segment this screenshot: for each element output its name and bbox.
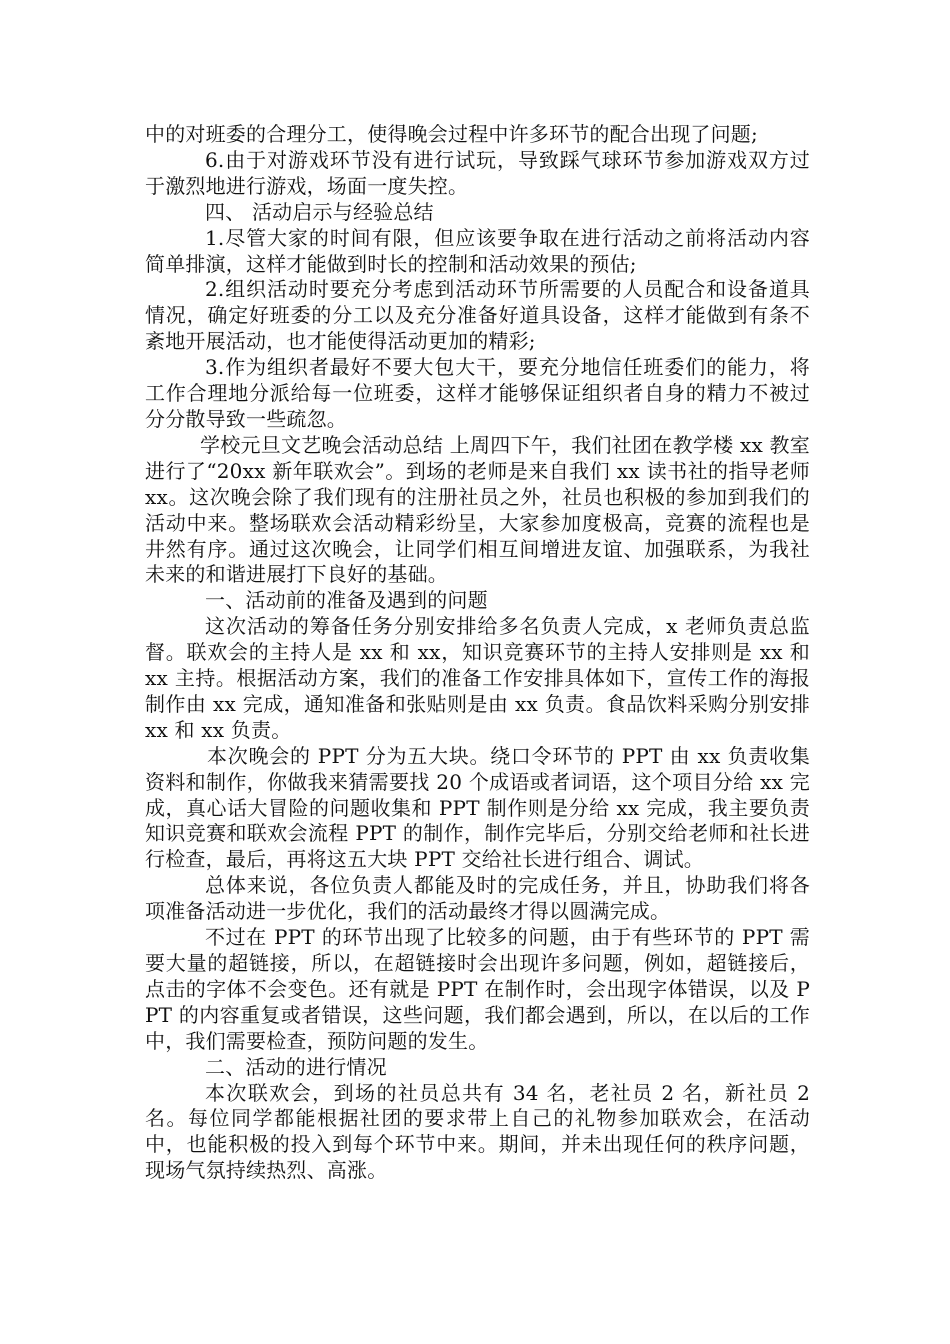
paragraph-lesson-3: 3.作为组织者最好不要大包大干，要充分地信任班委们的能力，将工作合理地分派给每一位班委，这样才能够保证组织者自身的精力不被过分分散导致一些疏忽。: [145, 355, 810, 431]
paragraph-summary-intro: 学校元旦文艺晚会活动总结 上周四下午，我们社团在教学楼 xx 教室进行了“20xx 新年联欢会”。到场的老师是来自我们 xx 读书社的指导老师 xx。这次晚会除了我们现有的注册社员之外，社员也积极的参加到我们的活动中来。整场联欢会活动精彩纷呈，大家参加度极高，竞赛的流程也是井然有序。通过这次晚会，让同学们相互间增进友谊、加强联系，为我社未来的和谐进展打下良好的基础。: [145, 432, 810, 587]
section-heading-4: 四、 活动启示与经验总结: [205, 199, 434, 224]
paragraph-lesson-1: 1.尽管大家的时间有限，但应该要争取在进行活动之前将活动内容简单排演，这样才能做到时长的控制和活动效果的预估;: [145, 225, 810, 276]
paragraph-attendance: 本次联欢会，到场的社员总共有 34 名，老社员 2 名，新社员 2 名。每位同学都能根据社团的要求带上自己的礼物参加联欢会，在活动中，也能积极的投入到每个环节中来。期间，并未出现任何的秩序问题，现场气氛持续热烈、高涨。: [145, 1080, 810, 1183]
document-body: [145, 122, 810, 1184]
section-heading-2: 二、活动的进行情况: [205, 1054, 387, 1079]
paragraph-problem-6: 6.由于对游戏环节没有进行试玩，导致踩气球环节参加游戏双方过于激烈地进行游戏，场面一度失控。: [145, 147, 810, 198]
paragraph-ppt-problems: 不过在 PPT 的环节出现了比较多的问题，由于有些环节的 PPT 需要大量的超链接，所以，在超链接时会出现许多问题，例如，超链接后，点击的字体不会变色。还有就是 PPT 在制作时，会出现字体错误，以及 PPT 的内容重复或者错误，这些问题，我们都会遇到，所以，在以后的工作中，我们需要检查，预防问题的发生。: [145, 925, 810, 1053]
paragraph-lesson-2: 2.组织活动时要充分考虑到活动环节所需要的人员配合和设备道具情况，确定好班委的分工以及充分准备好道具设备，这样才能做到有条不紊地开展活动，也才能使得活动更加的精彩;: [145, 277, 810, 354]
section-heading-1: 一、活动前的准备及遇到的问题: [205, 588, 488, 613]
paragraph-overall: 总体来说，各位负责人都能及时的完成任务，并且，协助我们将各项准备活动进一步优化，我们的活动最终才得以圆满完成。: [145, 873, 810, 924]
paragraph-continuation: 中的对班委的合理分工，使得晚会过程中许多环节的配合出现了问题;: [145, 122, 758, 146]
paragraph-preparation: 这次活动的筹备任务分别安排给多名负责人完成，x 老师负责总监督。联欢会的主持人是 xx 和 xx，知识竞赛环节的主持人安排则是 xx 和 xx 主持。根据活动方案，我们的准备工作安排具体如下，宣传工作的海报制作由 xx 完成，通知准备和张贴则是由 xx 负责。食品饮料采购分别安排 xx 和 xx 负责。: [145, 614, 810, 742]
paragraph-ppt: 本次晚会的 PPT 分为五大块。绕口令环节的 PPT 由 xx 负责收集资料和制作，你做我来猜需要找 20 个成语或者词语，这个项目分给 xx 完成，真心话大冒险的问题收集和 PPT 制作则是分给 xx 完成，我主要负责知识竞赛和联欢会流程 PPT 的制作，制作完毕后，分别交给老师和社长进行检查，最后，再将这五大块 PPT 交给社长进行组合、调试。: [145, 743, 810, 872]
